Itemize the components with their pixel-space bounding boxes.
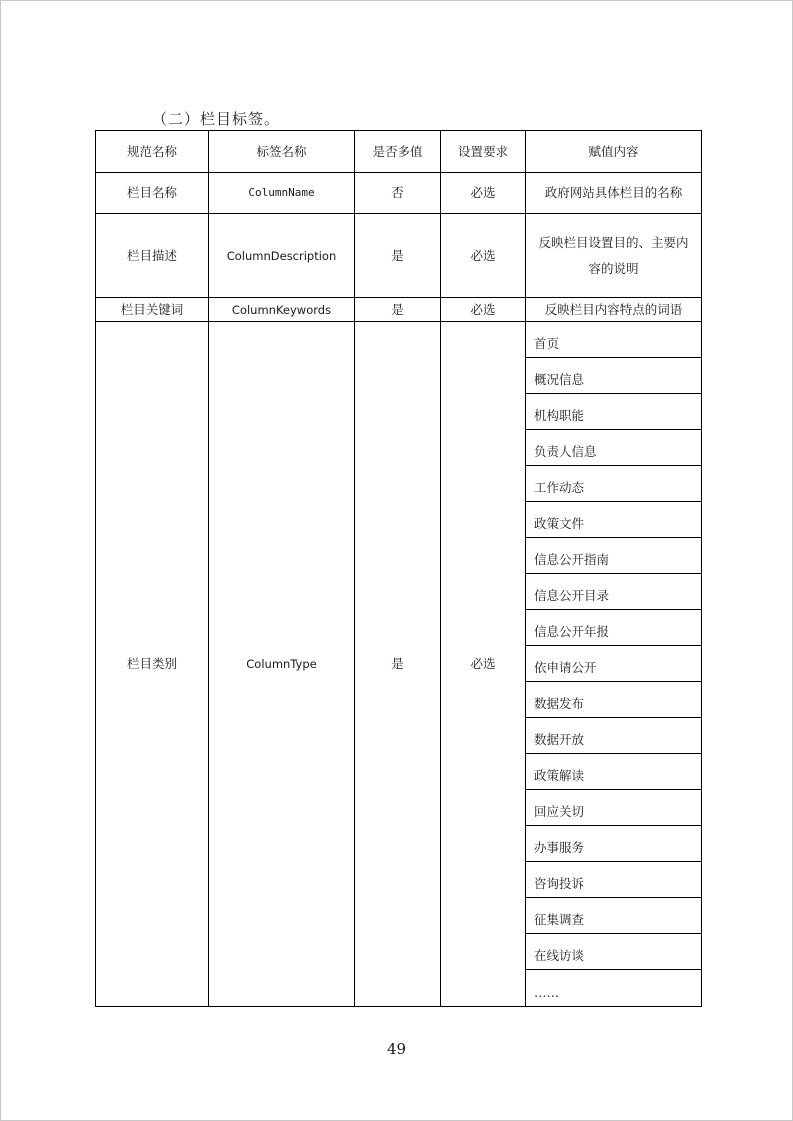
multi-value-cell: 是 — [355, 214, 441, 298]
multi-value-cell: 是 — [355, 322, 441, 1007]
multi-value-cell: 是 — [355, 298, 441, 322]
column-type-value-item: 信息公开年报 — [526, 610, 701, 646]
column-type-value-item: 数据开放 — [526, 718, 701, 754]
requirement-cell: 必选 — [441, 214, 526, 298]
column-tag-table — [95, 130, 702, 1007]
content-line: 容的说明 — [588, 260, 639, 276]
spec-name-cell: 栏目描述 — [96, 214, 209, 298]
column-type-value-item: 数据发布 — [526, 682, 701, 718]
multi-value-cell: 否 — [355, 173, 441, 214]
section-heading: （二）栏目标签。 — [152, 110, 281, 128]
header-tag-name: 标签名称 — [209, 131, 355, 173]
requirement-cell: 必选 — [441, 298, 526, 322]
tag-name-cell: ColumnKeywords — [209, 298, 355, 322]
spec-name-cell: 栏目名称 — [96, 173, 209, 214]
column-type-value-item: 负责人信息 — [526, 430, 701, 466]
column-type-value-item: 咨询投诉 — [526, 862, 701, 898]
column-type-values-cell — [526, 322, 702, 1007]
header-spec-name: 规范名称 — [96, 131, 209, 173]
content-line: 反映栏目设置目的、主要内 — [538, 234, 689, 250]
column-type-value-item: 信息公开指南 — [526, 538, 701, 574]
column-type-value-item: 信息公开目录 — [526, 574, 701, 610]
column-type-value-item: 政策文件 — [526, 502, 701, 538]
column-type-value-item: 首页 — [526, 322, 701, 358]
content-cell: 反映栏目内容特点的词语 — [526, 298, 702, 322]
spec-name-cell: 栏目关键词 — [96, 298, 209, 322]
content-cell: 政府网站具体栏目的名称 — [526, 173, 702, 214]
column-type-value-item: 工作动态 — [526, 466, 701, 502]
column-type-value-item: 概况信息 — [526, 358, 701, 394]
content-cell — [526, 214, 702, 298]
header-requirement: 设置要求 — [441, 131, 526, 173]
tag-name-cell: ColumnType — [209, 322, 355, 1007]
spec-name-cell: 栏目类别 — [96, 322, 209, 1007]
column-type-value-item: 办事服务 — [526, 826, 701, 862]
requirement-cell: 必选 — [441, 173, 526, 214]
table-row — [96, 214, 702, 298]
column-type-value-list — [526, 322, 701, 1006]
column-type-value-item: 征集调查 — [526, 898, 701, 934]
header-content: 赋值内容 — [526, 131, 702, 173]
tag-name-cell: ColumnName — [209, 173, 355, 214]
column-type-row — [96, 322, 702, 1007]
requirement-cell: 必选 — [441, 322, 526, 1007]
column-type-value-item: 机构职能 — [526, 394, 701, 430]
table-row — [96, 298, 702, 322]
table-row — [96, 173, 702, 214]
page-number: 49 — [386, 1040, 407, 1058]
table-header-row — [96, 131, 702, 173]
column-type-value-item: 回应关切 — [526, 790, 701, 826]
tag-name-cell: ColumnDescription — [209, 214, 355, 298]
column-type-value-item: 政策解读 — [526, 754, 701, 790]
header-multi-value: 是否多值 — [355, 131, 441, 173]
column-type-value-item: 在线访谈 — [526, 934, 701, 970]
column-type-value-item: …… — [534, 985, 559, 1000]
column-type-value-item: 依申请公开 — [526, 646, 701, 682]
